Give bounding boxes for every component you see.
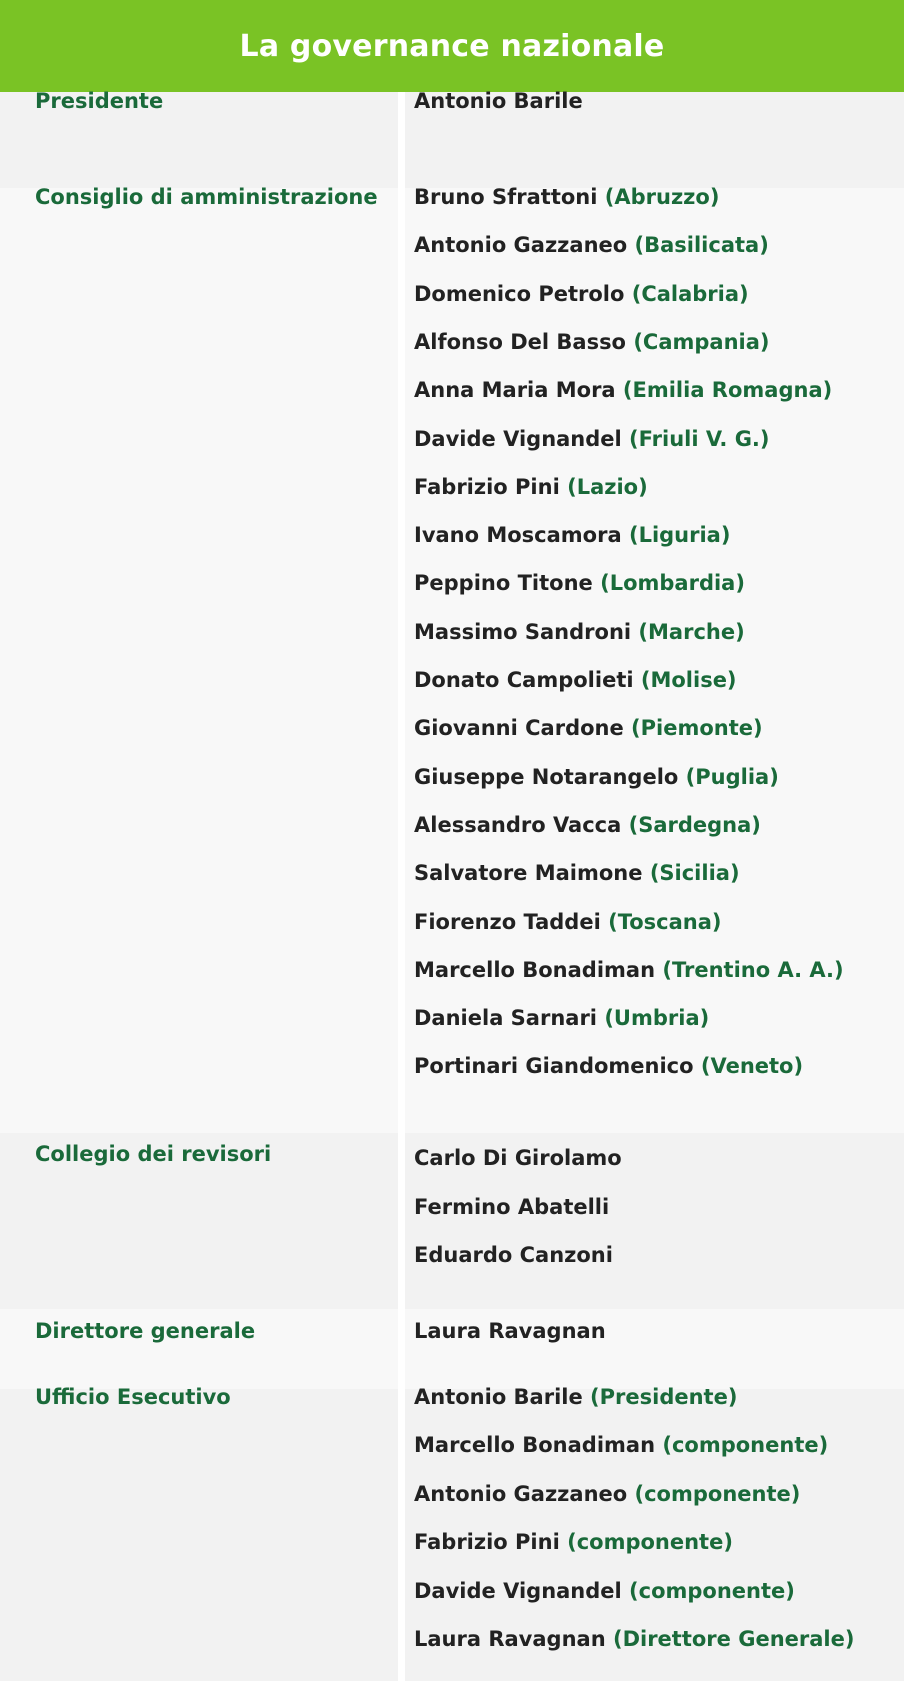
list-item <box>414 1006 709 1030</box>
row-label: Presidente <box>35 89 164 113</box>
column-divider <box>398 1309 405 1389</box>
member-name: Antonio Barile <box>414 1385 583 1409</box>
page-title: La governance nazionale <box>239 28 665 64</box>
list-item <box>414 1146 622 1170</box>
member-note: (Basilicata) <box>634 233 769 258</box>
column-divider <box>398 1389 405 1681</box>
row-label: Ufficio Esecutivo <box>35 1385 231 1409</box>
list-item <box>414 475 648 499</box>
list-item <box>414 1433 828 1457</box>
member-note: (componente) <box>567 1530 733 1555</box>
list-item <box>414 958 844 982</box>
list-item <box>414 668 737 692</box>
member-name: Bruno Sfrattoni <box>414 185 598 209</box>
member-note: (Calabria) <box>631 281 749 306</box>
member-name: Daniela Sarnari <box>414 1006 598 1031</box>
member-note: (Emilia Romagna) <box>622 378 833 403</box>
row-label: Consiglio di amministrazione <box>35 185 378 209</box>
table-row <box>0 1133 904 1309</box>
list-item <box>414 1530 733 1554</box>
member-name: Donato Campolieti <box>414 668 634 692</box>
member-name: Massimo Sandroni <box>414 619 632 644</box>
member-note: (Lombardia) <box>600 571 745 596</box>
member-name: Marcello Bonadiman <box>414 1433 656 1458</box>
column-divider <box>398 188 405 1133</box>
list-item <box>414 1195 609 1219</box>
list-item <box>414 1385 737 1409</box>
list-item <box>414 523 730 547</box>
member-note: (Friuli V. G.) <box>629 426 770 451</box>
list-item <box>414 330 770 354</box>
member-name: Fiorenzo Taddei <box>414 909 601 934</box>
member-name: Antonio Gazzaneo <box>414 233 628 258</box>
member-name: Ivano Moscamora <box>414 523 622 548</box>
list-item <box>414 765 779 789</box>
member-name: Alessandro Vacca <box>414 812 622 837</box>
member-note: (Campania) <box>633 329 770 354</box>
list-item <box>414 716 763 740</box>
list-item <box>414 813 761 837</box>
table-row <box>0 89 904 188</box>
member-name: Fabrizio Pini <box>414 1530 560 1555</box>
member-name: Fermino Abatelli <box>414 1194 610 1219</box>
column-divider <box>398 92 405 188</box>
list-item <box>414 1054 803 1078</box>
member-note: (Sardegna) <box>628 812 761 837</box>
column-divider <box>398 1133 405 1309</box>
row-label: Collegio dei revisori <box>35 1142 272 1166</box>
member-name: Laura Ravagnan <box>414 1627 606 1651</box>
member-name: Salvatore Maimone <box>414 861 643 886</box>
list-item <box>414 282 749 306</box>
list-item <box>414 1243 613 1267</box>
member-note: (Toscana) <box>608 909 722 934</box>
member-name: Antonio Gazzaneo <box>414 1481 628 1506</box>
member-note: (Marche) <box>638 619 745 644</box>
member-name: Giovanni Cardone <box>414 716 624 741</box>
member-name: Marcello Bonadiman <box>414 957 656 982</box>
member-name: Laura Ravagnan <box>414 1319 606 1343</box>
member-name: Fabrizio Pini <box>414 474 560 499</box>
table-row <box>0 1385 904 1681</box>
table-row <box>0 185 904 1133</box>
member-note: (Piemonte) <box>631 716 763 741</box>
list-item <box>414 1482 800 1506</box>
member-note: (Abruzzo) <box>604 185 720 209</box>
member-name: Giuseppe Notarangelo <box>414 764 679 789</box>
member-name: Eduardo Canzoni <box>414 1243 613 1267</box>
member-note: (componente) <box>634 1481 801 1506</box>
member-name: Anna Maria Mora <box>414 378 616 403</box>
table-row <box>0 1309 904 1389</box>
member-note: (Molise) <box>640 668 737 692</box>
list-item <box>414 89 583 113</box>
member-name: Domenico Petrolo <box>414 281 625 306</box>
member-note: (Veneto) <box>700 1054 804 1079</box>
member-name: Portinari Giandomenico <box>414 1054 694 1079</box>
member-note: (Puglia) <box>685 764 779 789</box>
member-note: (Umbria) <box>604 1006 710 1031</box>
list-item <box>414 620 745 644</box>
list-item <box>414 1319 606 1343</box>
list-item <box>414 185 719 209</box>
header-bar <box>0 0 904 92</box>
member-note: (Presidente) <box>590 1385 738 1409</box>
governance-table <box>0 89 904 1681</box>
member-name: Peppino Titone <box>414 571 593 596</box>
list-item <box>414 1579 795 1603</box>
member-note: (componente) <box>629 1578 795 1603</box>
member-note: (Liguria) <box>628 523 731 548</box>
member-note: (Sicilia) <box>649 861 740 886</box>
list-item <box>414 427 770 451</box>
list-item <box>414 910 722 934</box>
row-label: Direttore generale <box>35 1319 256 1343</box>
member-note: (Trentino A. A.) <box>662 957 844 982</box>
list-item <box>414 233 769 257</box>
member-name: Alfonso Del Basso <box>414 329 626 354</box>
list-item <box>414 1627 854 1651</box>
list-item <box>414 378 832 402</box>
member-name: Davide Vignandel <box>414 1578 622 1603</box>
member-name: Antonio Barile <box>414 89 583 113</box>
member-note: (componente) <box>662 1433 829 1458</box>
member-note: (Direttore Generale) <box>612 1627 855 1651</box>
member-name: Carlo Di Girolamo <box>414 1146 622 1170</box>
list-item <box>414 861 740 885</box>
list-item <box>414 571 745 595</box>
member-note: (Lazio) <box>567 474 648 499</box>
member-name: Davide Vignandel <box>414 426 622 451</box>
